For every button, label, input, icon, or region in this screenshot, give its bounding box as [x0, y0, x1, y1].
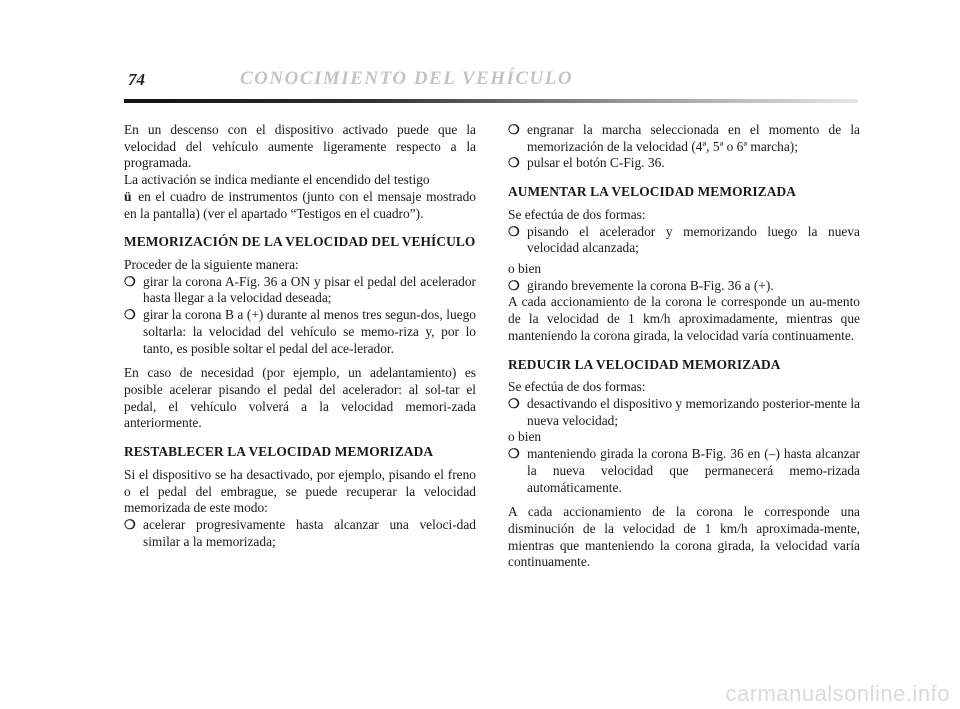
paragraph: Si el dispositivo se ha desactivado, por ejemplo, pisando el freno o el pedal del embrague, se puede recuperar la velocidad memorizada de este modo: — [124, 466, 476, 516]
list-item-text: engranar la marcha seleccionada en el momento de la memorización de la velocidad (4ª, 5ª o 6ª marcha); — [527, 122, 860, 154]
bullet-list — [124, 274, 476, 358]
paragraph — [124, 172, 476, 222]
bullet-icon: ❍ — [124, 307, 136, 323]
list-item — [124, 517, 476, 550]
section-heading: AUMENTAR LA VELOCIDAD MEMORIZADA — [508, 184, 797, 200]
paragraph: A cada accionamiento de la corona le corresponde un au-mento de la velocidad de 1 km/h aproximadamente, mientras que manteniendo la corona girada, la velocidad varía continuamente. — [508, 294, 860, 343]
bullet-icon: ❍ — [508, 223, 520, 239]
paragraph: Proceder de la siguiente manera: — [124, 256, 299, 272]
bullet-list — [508, 224, 860, 257]
bullet-icon: ❍ — [124, 273, 136, 289]
list-item-text: girando brevemente la corona B-Fig. 36 a (+). — [527, 277, 774, 293]
list-item — [508, 446, 860, 496]
list-item-text: pulsar el botón C-Fig. 36. — [527, 155, 665, 171]
paragraph: o bien — [508, 261, 542, 276]
section-heading: RESTABLECER LA VELOCIDAD MEMORIZADA — [124, 444, 434, 460]
paragraph: En caso de necesidad (por ejemplo, un adelantamiento) es posible acelerar pisando el pedal del acelerador: al sol-tar el pedal, el vehículo volverá a la velocidad memori-zada anteriormente. — [124, 365, 476, 431]
bullet-list — [508, 396, 860, 429]
list-item — [508, 155, 860, 172]
bullet-list — [508, 446, 860, 496]
bullet-icon: ❍ — [508, 446, 520, 462]
page-number: 74 — [128, 70, 145, 89]
paragraph: A cada accionamiento de la corona le corresponde una disminución de la velocidad de 1 km/h aproximada-mente, mientras que manteniendo la corona girada, la velocidad varía continuamente. — [508, 504, 860, 570]
bullet-icon: ❍ — [508, 155, 520, 171]
section-heading: MEMORIZACIÓN DE LA VELOCIDAD DEL VEHÍCULO — [124, 234, 476, 250]
left-column — [124, 122, 476, 558]
list-item — [508, 224, 860, 257]
bullet-icon: ❍ — [508, 277, 520, 293]
list-item-text: desactivando el dispositivo y memorizando posterior-mente la nueva velocidad; — [527, 395, 860, 428]
list-item-text: acelerar progresivamente hasta alcanzar una veloci-dad similar a la memorizada; — [143, 516, 476, 549]
paragraph: Se efectúa de dos formas: — [508, 379, 646, 395]
paragraph-text: en el cuadro de instrumentos (junto con el mensaje mostrado en la pantalla) (ver el apartado “Testigos en el cuadro”). — [124, 188, 476, 221]
list-item-text: girar la corona A-Fig. 36 a ON y pisar el pedal del acelerador hasta llegar a la velocidad deseada; — [143, 273, 476, 306]
list-item — [508, 396, 860, 429]
paragraph-text: La activación se indica mediante el encendido del testigo — [124, 172, 430, 188]
paragraph: En un descenso con el dispositivo activado puede que la velocidad del vehículo aumente ligeramente respecto a la programada. — [124, 122, 476, 171]
header-rule — [124, 99, 858, 103]
paragraph: o bien — [508, 429, 542, 445]
list-item-text: girar la corona B a (+) durante al menos tres segun-dos, luego soltarla: la velocidad del vehículo se memo-riza y, por lo tanto, es posible soltar el pedal del ace-lerador. — [143, 307, 476, 356]
section-heading: REDUCIR LA VELOCIDAD MEMORIZADA — [508, 356, 781, 372]
right-column — [508, 122, 860, 579]
bullet-icon: ❍ — [124, 516, 136, 532]
bullet-icon: ❍ — [508, 122, 520, 137]
cruise-control-warning-icon: ü — [124, 188, 132, 204]
bullet-icon: ❍ — [508, 395, 520, 411]
list-item — [508, 278, 860, 295]
list-item — [124, 274, 476, 307]
list-item — [508, 122, 860, 155]
bullet-list — [508, 278, 860, 295]
paragraph: Se efectúa de dos formas: — [508, 206, 646, 222]
bullet-list — [124, 517, 476, 550]
list-item-text: manteniendo girada la corona B-Fig. 36 en (–) hasta alcanzar la nueva velocidad que permanecerá memo-rizada automáticamente. — [527, 446, 860, 495]
section-title: CONOCIMIENTO DEL VEHÍCULO — [240, 68, 574, 89]
list-item — [124, 307, 476, 357]
bullet-list — [508, 122, 860, 172]
list-item-text: pisando el acelerador y memorizando luego la nueva velocidad alcanzada; — [527, 223, 860, 256]
watermark: carmanualsonline.info — [725, 681, 950, 706]
